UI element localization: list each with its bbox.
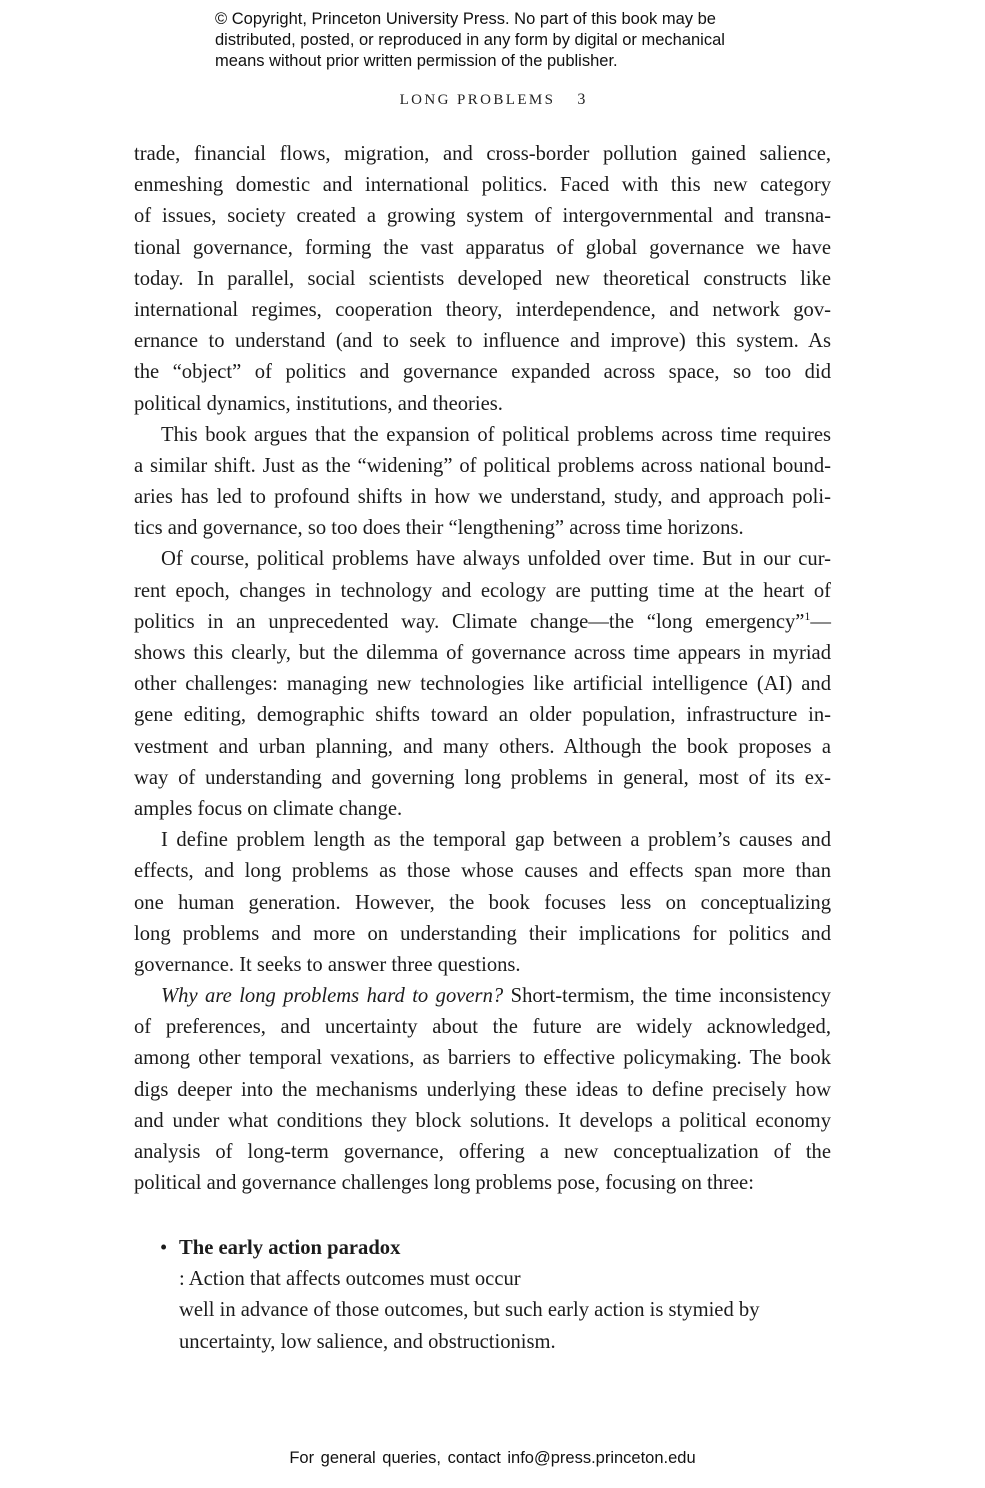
text-line: among other temporal vexations, as barriers to effective policymaking. The book: [134, 1047, 831, 1070]
text-line: I define problem length as the temporal gap between a problem’s causes and: [161, 829, 831, 852]
bullet-line: well in advance of those outcomes, but such early action is stymied by: [179, 1299, 760, 1322]
paragraph: [134, 825, 831, 981]
page-number: 3: [577, 91, 586, 108]
footnote-marker[interactable]: 1: [804, 608, 811, 623]
text-line: tics and governance, so too does their “lengthening” across time horizons.: [134, 517, 744, 540]
text-line: long problems and more on understanding their implications for politics and: [134, 922, 831, 945]
paragraph: [134, 139, 831, 420]
text-segment: politics in an unprecedented way. Climate change—the “long emergency”: [134, 610, 805, 633]
text-line: governance. It seeks to answer three questions.: [134, 953, 521, 976]
text-segment: : Action that affects outcomes must occur: [179, 1268, 521, 1291]
text-line-with-footnote: [134, 607, 831, 638]
text-line: shows this clearly, but the dilemma of governance across time appears in myriad: [134, 642, 831, 664]
body-text: [134, 139, 831, 1199]
bullet-text: [179, 1233, 820, 1358]
bullet-line: uncertainty, low salience, and obstructionism.: [179, 1330, 556, 1353]
running-head-title: LONG PROBLEMS: [399, 92, 556, 108]
text-line-with-italic-lead: [134, 981, 831, 1012]
text-line: This book argues that the expansion of political problems across time requires: [161, 423, 831, 446]
text-line: of issues, society created a growing system of intergovernmental and transna-: [134, 205, 831, 228]
text-line: Of course, political problems have always unfolded over time. But in our cur-: [161, 548, 831, 571]
text-line: other challenges: managing new technologies like artificial intelligence (AI) and: [134, 673, 831, 696]
text-line: analysis of long-term governance, offering a new conceptualization of the: [134, 1141, 831, 1163]
running-head: [0, 91, 985, 109]
text-line: of preferences, and uncertainty about the future are widely acknowledged,: [134, 1016, 831, 1039]
text-line: gene editing, demographic shifts toward an older population, infrastructure in-: [134, 704, 831, 727]
text-line: effects, and long problems as those whose causes and effects span more than: [134, 860, 831, 883]
text-line: a similar shift. Just as the “widening” of political problems across national bound-: [134, 454, 831, 477]
bullet-icon: •: [160, 1237, 168, 1259]
paragraph: [134, 981, 831, 1199]
footer-contact: For general queries, contact info@press.princeton.edu: [289, 1449, 696, 1467]
text-line: today. In parallel, social scientists developed new theoretical constructs like: [134, 267, 831, 290]
em-dash: —: [810, 610, 831, 633]
paragraph: [134, 544, 831, 825]
paragraph: [134, 420, 831, 545]
text-line: political dynamics, institutions, and theories.: [134, 392, 503, 415]
text-line: digs deeper into the mechanisms underlying these ideas to define precisely how: [134, 1078, 831, 1101]
copyright-line: means without prior written permission of the publisher.: [215, 52, 618, 70]
text-line: ernance to understand (and to seek to influence and improve) this system. As: [134, 330, 831, 353]
text-line: vestment and urban planning, and many others. Although the book proposes a: [134, 735, 831, 758]
bullet-line: [179, 1233, 820, 1295]
text-line: one human generation. However, the book focuses less on conceptualizing: [134, 891, 831, 914]
text-line: rent epoch, changes in technology and ecology are putting time at the heart of: [134, 579, 831, 602]
text-segment: Short-termism, the time inconsistency: [503, 985, 831, 1008]
copyright-notice: [215, 9, 805, 72]
text-line: way of understanding and governing long problems in general, most of its ex-: [134, 766, 831, 789]
text-line: aries has led to profound shifts in how we understand, study, and approach poli-: [134, 486, 831, 509]
text-line: trade, financial flows, migration, and cross-border pollution gained salience,: [134, 143, 831, 165]
copyright-line: © Copyright, Princeton University Press. No part of this book may be: [215, 10, 716, 28]
bullet-term: The early action paradox: [179, 1237, 401, 1259]
italic-question: Why are long problems hard to govern?: [161, 985, 504, 1008]
text-line: political and governance challenges long problems pose, focusing on three:: [134, 1172, 754, 1195]
text-line: and under what conditions they block solutions. It develops a political economy: [134, 1109, 831, 1132]
text-line: the “object” of politics and governance expanded across space, so too did: [134, 361, 831, 384]
text-line: international regimes, cooperation theory, interdependence, and network gov-: [134, 298, 831, 321]
text-line: amples focus on climate change.: [134, 797, 403, 820]
copyright-line: distributed, posted, or reproduced in any form by digital or mechanical: [215, 31, 725, 49]
bullet-item: [160, 1233, 820, 1358]
text-line: enmeshing domestic and international politics. Faced with this new category: [134, 174, 831, 197]
text-line: tional governance, forming the vast apparatus of global governance we have: [134, 236, 831, 259]
